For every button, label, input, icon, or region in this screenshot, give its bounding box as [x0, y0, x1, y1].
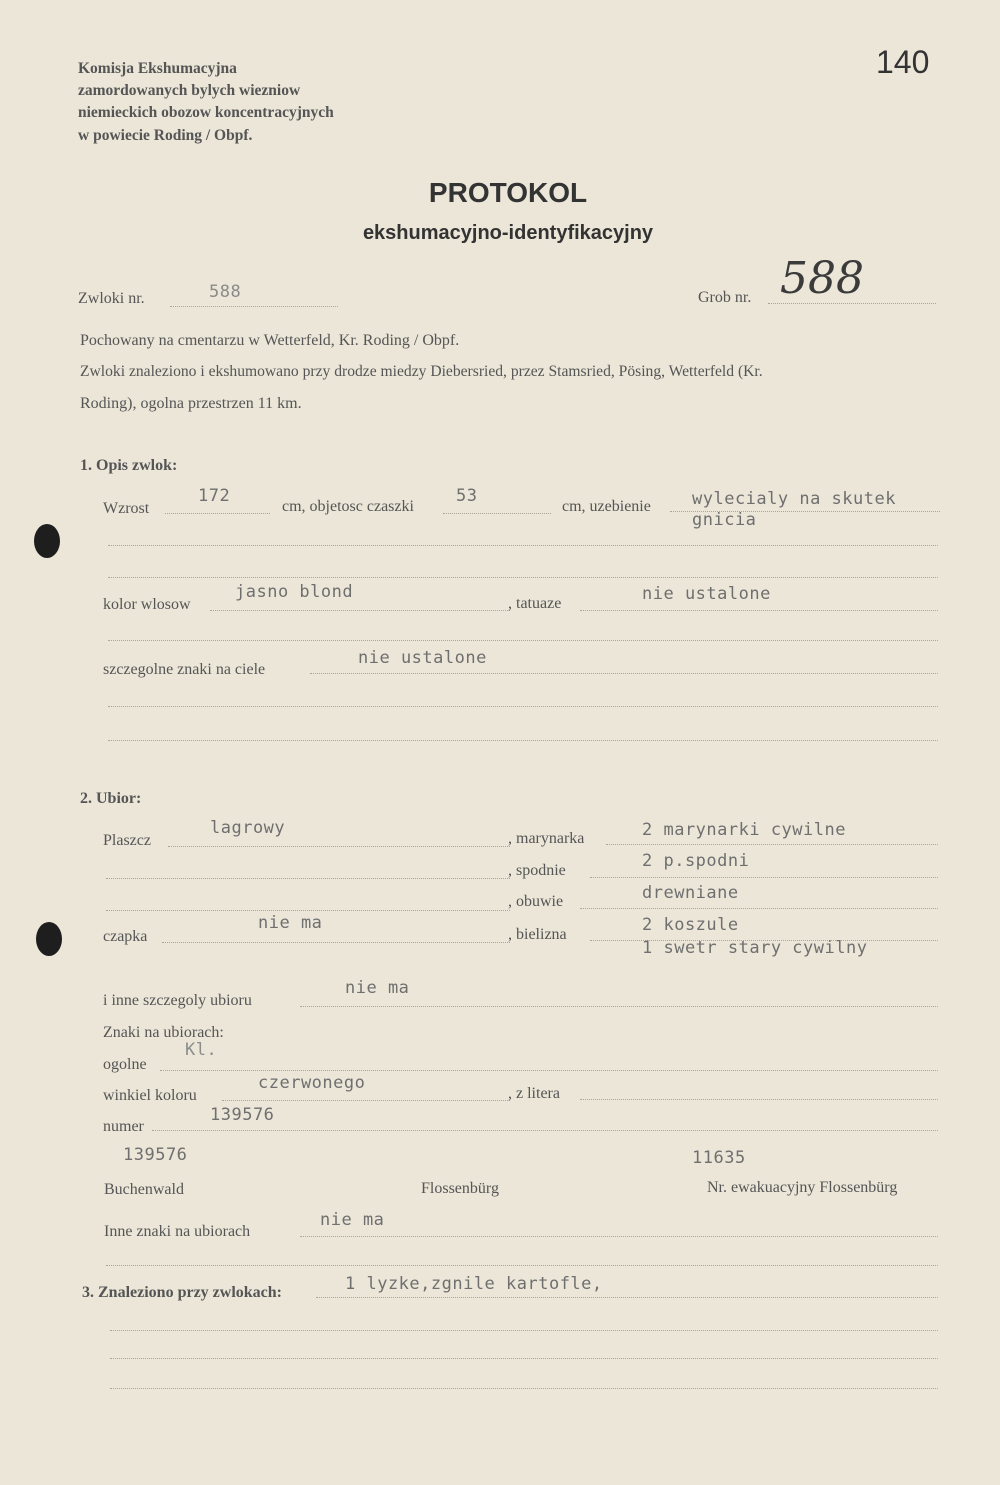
kolor-label: kolor wlosow [103, 596, 191, 613]
marynarka-value: 2 marynarki cywilne [642, 820, 846, 840]
marynarka-label: , marynarka [508, 830, 585, 847]
blank-line [108, 577, 938, 578]
section-1-heading: 1. Opis zwlok: [80, 457, 178, 474]
inne-line [300, 1006, 938, 1007]
section-2-heading: 2. Ubior: [80, 790, 142, 807]
document-subtitle: ekshumacyjno-identyfikacyjny [362, 222, 654, 244]
blank-line [108, 706, 938, 707]
obuwie-value: drewniane [642, 883, 739, 903]
org-line-1: Komisja Ekshumacyjna [78, 60, 237, 77]
wzrost-value: 172 [198, 486, 231, 506]
ogolne-line [160, 1070, 938, 1071]
ogolne-label: ogolne [103, 1056, 147, 1073]
inne-znaki-line [300, 1236, 938, 1237]
inne-znaki-label: Inne znaki na ubiorach [104, 1223, 251, 1240]
blank-line [106, 910, 510, 911]
buchenwald-number: 139576 [123, 1145, 188, 1165]
ewakuacyjny-number: 11635 [692, 1148, 746, 1168]
znaleziono-line [316, 1297, 938, 1298]
wzrost-line [165, 513, 270, 514]
buchenwald-label: Buchenwald [104, 1181, 184, 1198]
bielizna-value-2: 1 swetr stary cywilny [642, 938, 868, 958]
znaleziono-value: 1 lyzke,zgnile kartofle, [345, 1274, 603, 1294]
zwloki-line [170, 306, 338, 307]
blank-line [110, 1330, 938, 1331]
punch-hole-bottom [36, 922, 62, 956]
wzrost-label: Wzrost [103, 500, 150, 517]
blank-line [110, 1388, 938, 1389]
uzebienie-value-1: wylecialy na skutek [692, 489, 896, 509]
obuwie-label: , obuwie [508, 893, 564, 910]
section-3-heading: 3. Znaleziono przy zwlokach: [82, 1284, 282, 1301]
blank-line [108, 545, 938, 546]
tatuaze-value: nie ustalone [642, 584, 771, 604]
intro-line-3: Roding), ogolna przestrzen 11 km. [80, 395, 302, 412]
ogolne-value: Kl. [185, 1040, 218, 1060]
intro-line-1: Pochowany na cmentarzu w Wetterfeld, Kr. Roding / Obpf. [80, 332, 460, 349]
page-number: 140 [876, 44, 930, 80]
grob-label: Grob nr. [698, 289, 752, 306]
kolor-value: jasno blond [235, 582, 354, 602]
winkiel-value: czerwonego [258, 1073, 366, 1093]
document-title: PROTOKOL [428, 177, 588, 208]
czapka-label: czapka [103, 928, 148, 945]
org-line-3: niemieckich obozow koncentracyjnych [78, 104, 334, 121]
plaszcz-label: Plaszcz [103, 832, 151, 849]
punch-hole-top [34, 524, 60, 558]
blank-line [108, 640, 938, 641]
org-line-4: w powiecie Roding / Obpf. [78, 127, 253, 144]
czaszka-label: cm, objetosc czaszki [282, 498, 414, 515]
litera-line [580, 1099, 938, 1100]
litera-label: , z litera [508, 1085, 560, 1102]
marynarka-line [606, 844, 938, 845]
blank-line [106, 878, 510, 879]
numer-line [152, 1130, 938, 1131]
blank-line [110, 1358, 938, 1359]
org-line-2: zamordowanych bylych wiezniow [78, 82, 301, 99]
znaki-value: nie ustalone [358, 648, 487, 668]
winkiel-line [222, 1100, 510, 1101]
blank-line [108, 740, 938, 741]
flossenburg-label: Flossenbürg [421, 1180, 499, 1197]
uzebienie-value-2: gnicia [692, 510, 757, 530]
inne-label: i inne szczegoly ubioru [103, 992, 252, 1009]
uzebienie-label: cm, uzebienie [562, 498, 651, 515]
inne-znaki-value: nie ma [320, 1210, 385, 1230]
numer-label: numer [103, 1118, 144, 1135]
bielizna-label: , bielizna [508, 926, 567, 943]
numer-value: 139576 [210, 1105, 275, 1125]
intro-line-2: Zwloki znaleziono i ekshumowano przy drodze miedzy Diebersried, przez Stamsried, Pösing, Wetterfeld (Kr. [80, 363, 763, 380]
tatuaze-line [580, 610, 938, 611]
czaszka-line [443, 513, 551, 514]
spodnie-label: , spodnie [508, 862, 566, 879]
zwloki-value: 588 [209, 282, 242, 302]
inne-value: nie ma [345, 978, 410, 998]
ewakuacyjny-label: Nr. ewakuacyjny Flossenbürg [707, 1179, 898, 1196]
czaszka-value: 53 [456, 486, 478, 506]
znaki-label: szczegolne znaki na ciele [103, 661, 266, 678]
zwloki-label: Zwloki nr. [78, 290, 145, 307]
bielizna-value-1: 2 koszule [642, 915, 739, 935]
czapka-line [162, 942, 510, 943]
grob-value: 588 [780, 253, 864, 304]
obuwie-line [580, 908, 938, 909]
tatuaze-label: , tatuaze [508, 595, 562, 612]
spodnie-value: 2 p.spodni [642, 851, 750, 871]
znaki-line [310, 673, 938, 674]
plaszcz-line [168, 846, 510, 847]
kolor-line [210, 610, 510, 611]
winkiel-label: winkiel koloru [103, 1087, 197, 1104]
znaki-ubior-heading: Znaki na ubiorach: [103, 1024, 224, 1041]
czapka-value: nie ma [258, 913, 323, 933]
spodnie-line [590, 877, 938, 878]
plaszcz-value: lagrowy [210, 818, 286, 838]
blank-line [106, 1265, 938, 1266]
